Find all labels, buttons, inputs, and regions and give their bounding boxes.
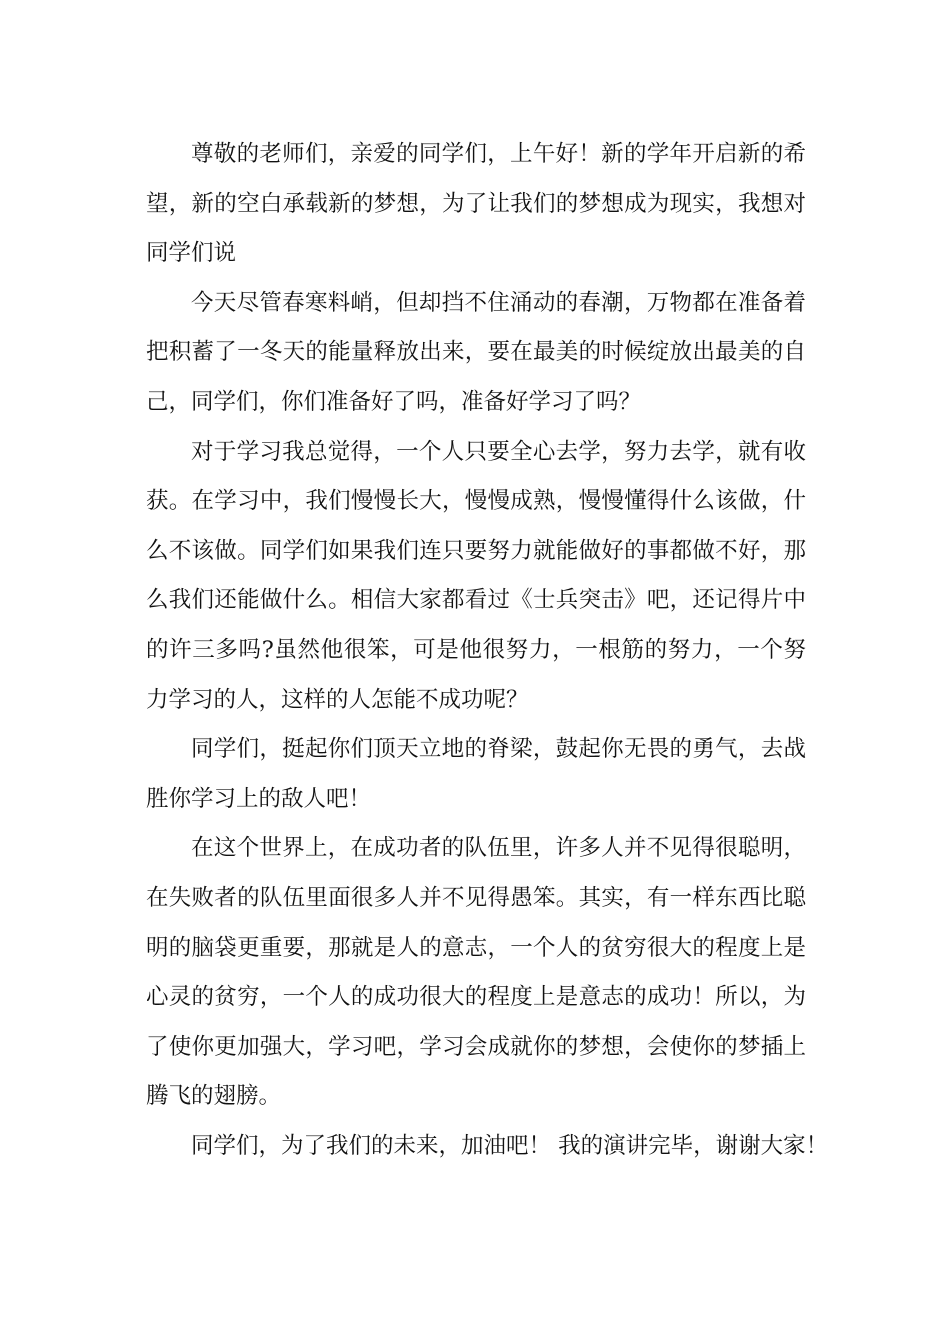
paragraph-courage: 同学们，挺起你们顶天立地的脊梁，鼓起你无畏的勇气，去战胜你学习上的敌人吧！: [146, 736, 806, 812]
paragraph-closing: 同学们，为了我们的未来，加油吧！ 我的演讲完毕，谢谢大家！: [191, 1132, 829, 1159]
paragraph-spring: 今天尽管春寒料峭，但却挡不住涌动的春潮，万物都在准备着把积蓄了一冬天的能量释放出来，要在最美的时候绽放出最美的自己，同学们，你们准备好了吗，准备好学习了吗？: [146, 289, 806, 415]
speech-body: [146, 130, 829, 1171]
paragraph-greeting: 尊敬的老师们，亲爱的同学们，上午好！新的学年开启新的希望，新的空白承载新的梦想，为了让我们的梦想成为现实，我想对同学们说: [146, 141, 806, 267]
paragraph-willpower: 在这个世界上，在成功者的队伍里，许多人并不见得很聪明，在失败者的队伍里面很多人并不见得愚笨。其实，有一样东西比聪明的脑袋更重要，那就是人的意志，一个人的贫穷很大的程度上是心灵的贫穷，一个人的成功很大的程度上是意志的成功！所以，为了使你更加强大，学习吧，学习会成就你的梦想，会使你的梦插上腾飞的翅膀。: [146, 835, 806, 1110]
paragraph-learning: 对于学习我总觉得，一个人只要全心去学，努力去学，就有收获。在学习中，我们慢慢长大，慢慢成熟，慢慢懂得什么该做，什么不该做。同学们如果我们连只要努力就能做好的事都做不好，那么我们还能做什么。相信大家都看过《士兵突击》吧，还记得片中的许三多吗?虽然他很笨，可是他很努力，一根筋的努力，一个努力学习的人，这样的人怎能不成功呢？: [146, 438, 806, 713]
